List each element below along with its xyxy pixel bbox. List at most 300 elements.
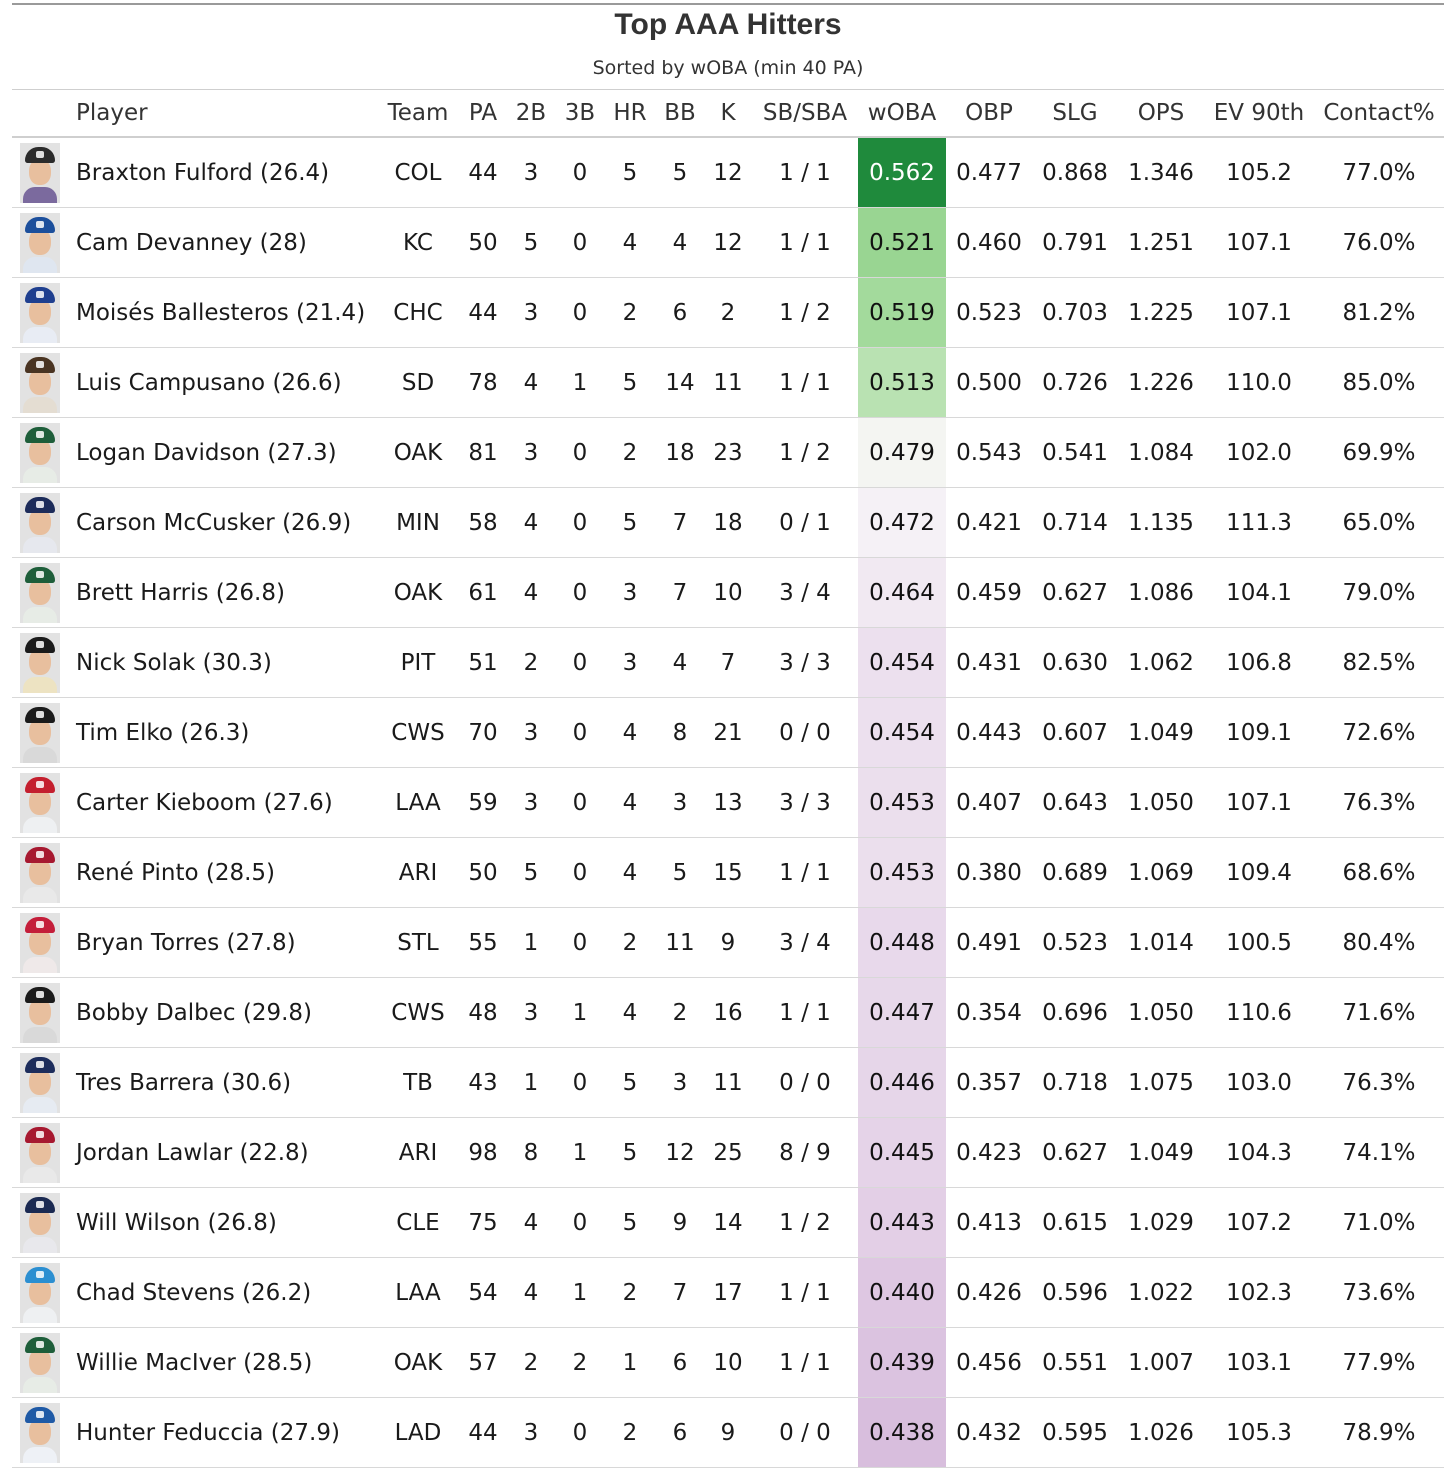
- slg-cell: 0.630: [1032, 628, 1118, 698]
- woba-cell: 0.472: [858, 488, 946, 558]
- hr-cell: 2: [604, 908, 656, 978]
- ops-cell: 1.075: [1118, 1048, 1204, 1118]
- ops-cell: 1.022: [1118, 1258, 1204, 1328]
- bb-cell: 6: [656, 278, 704, 348]
- player-headshot-icon: [20, 1403, 60, 1463]
- obp-cell: 0.491: [946, 908, 1032, 978]
- triples-cell: 1: [556, 978, 604, 1048]
- pa-cell: 43: [460, 1048, 506, 1118]
- contact-cell: 73.6%: [1314, 1258, 1444, 1328]
- ops-cell: 1.135: [1118, 488, 1204, 558]
- sb-sba-cell: 3 / 4: [752, 558, 858, 628]
- slg-cell: 0.523: [1032, 908, 1118, 978]
- triples-cell: 0: [556, 1188, 604, 1258]
- headshot-cell: [12, 208, 72, 278]
- team-cell: TB: [376, 1048, 460, 1118]
- doubles-cell: 5: [506, 838, 556, 908]
- col-header-k[interactable]: K: [704, 90, 752, 138]
- ev90-cell: 103.1: [1204, 1328, 1314, 1398]
- obp-cell: 0.432: [946, 1398, 1032, 1468]
- bb-cell: 7: [656, 488, 704, 558]
- ev90-cell: 111.3: [1204, 488, 1314, 558]
- sb-sba-cell: 1 / 1: [752, 838, 858, 908]
- ev90-cell: 106.8: [1204, 628, 1314, 698]
- header-row: [12, 90, 1444, 138]
- table-row: [12, 1188, 1444, 1258]
- ops-cell: 1.086: [1118, 558, 1204, 628]
- woba-cell: 0.445: [858, 1118, 946, 1188]
- ops-cell: 1.050: [1118, 978, 1204, 1048]
- ops-cell: 1.062: [1118, 628, 1204, 698]
- player-name-cell: Moisés Ballesteros (21.4): [72, 278, 376, 348]
- k-cell: 7: [704, 628, 752, 698]
- player-name-cell: Carter Kieboom (27.6): [72, 768, 376, 838]
- bb-cell: 12: [656, 1118, 704, 1188]
- bb-cell: 5: [656, 137, 704, 208]
- contact-cell: 80.4%: [1314, 908, 1444, 978]
- player-headshot-icon: [20, 1263, 60, 1323]
- col-header-ev90[interactable]: EV 90th: [1204, 90, 1314, 138]
- slg-cell: 0.714: [1032, 488, 1118, 558]
- col-header-2b[interactable]: 2B: [506, 90, 556, 138]
- player-name-cell: Hunter Feduccia (27.9): [72, 1398, 376, 1468]
- ops-cell: 1.225: [1118, 278, 1204, 348]
- ops-cell: 1.084: [1118, 418, 1204, 488]
- doubles-cell: 4: [506, 488, 556, 558]
- pa-cell: 75: [460, 1188, 506, 1258]
- table-row: [12, 558, 1444, 628]
- contact-cell: 74.1%: [1314, 1118, 1444, 1188]
- slg-cell: 0.696: [1032, 978, 1118, 1048]
- woba-cell: 0.453: [858, 768, 946, 838]
- slg-cell: 0.595: [1032, 1398, 1118, 1468]
- triples-cell: 0: [556, 558, 604, 628]
- ev90-cell: 100.5: [1204, 908, 1314, 978]
- ops-cell: 1.069: [1118, 838, 1204, 908]
- player-headshot-icon: [20, 843, 60, 903]
- doubles-cell: 3: [506, 768, 556, 838]
- hr-cell: 2: [604, 278, 656, 348]
- doubles-cell: 4: [506, 1188, 556, 1258]
- hr-cell: 4: [604, 978, 656, 1048]
- ev90-cell: 104.3: [1204, 1118, 1314, 1188]
- player-name-cell: Chad Stevens (26.2): [72, 1258, 376, 1328]
- headshot-cell: [12, 1328, 72, 1398]
- sb-sba-cell: 1 / 1: [752, 137, 858, 208]
- contact-cell: 65.0%: [1314, 488, 1444, 558]
- slg-cell: 0.726: [1032, 348, 1118, 418]
- bb-cell: 6: [656, 1328, 704, 1398]
- k-cell: 15: [704, 838, 752, 908]
- bb-cell: 3: [656, 1048, 704, 1118]
- ops-cell: 1.014: [1118, 908, 1204, 978]
- k-cell: 23: [704, 418, 752, 488]
- headshot-cell: [12, 488, 72, 558]
- col-header-hr[interactable]: HR: [604, 90, 656, 138]
- sb-sba-cell: 3 / 4: [752, 908, 858, 978]
- bb-cell: 4: [656, 628, 704, 698]
- team-cell: OAK: [376, 1328, 460, 1398]
- ops-cell: 1.226: [1118, 348, 1204, 418]
- top-rule: [12, 3, 1444, 5]
- player-headshot-icon: [20, 633, 60, 693]
- team-cell: PIT: [376, 628, 460, 698]
- ops-cell: 1.026: [1118, 1398, 1204, 1468]
- player-name-cell: Tres Barrera (30.6): [72, 1048, 376, 1118]
- col-header-contact[interactable]: Contact%: [1314, 90, 1444, 138]
- ev90-cell: 107.1: [1204, 208, 1314, 278]
- ev90-cell: 109.4: [1204, 838, 1314, 908]
- ops-cell: 1.049: [1118, 1118, 1204, 1188]
- team-cell: CHC: [376, 278, 460, 348]
- obp-cell: 0.459: [946, 558, 1032, 628]
- player-headshot-icon: [20, 283, 60, 343]
- triples-cell: 0: [556, 137, 604, 208]
- player-headshot-icon: [20, 983, 60, 1043]
- headshot-cell: [12, 978, 72, 1048]
- player-headshot-icon: [20, 213, 60, 273]
- col-header-team[interactable]: Team: [376, 90, 460, 138]
- slg-cell: 0.551: [1032, 1328, 1118, 1398]
- slg-cell: 0.627: [1032, 1118, 1118, 1188]
- ev90-cell: 103.0: [1204, 1048, 1314, 1118]
- team-cell: STL: [376, 908, 460, 978]
- contact-cell: 85.0%: [1314, 348, 1444, 418]
- hr-cell: 5: [604, 488, 656, 558]
- triples-cell: 1: [556, 1258, 604, 1328]
- pa-cell: 98: [460, 1118, 506, 1188]
- bb-cell: 9: [656, 1188, 704, 1258]
- triples-cell: 0: [556, 838, 604, 908]
- team-cell: ARI: [376, 838, 460, 908]
- col-header-sb-sba[interactable]: SB/SBA: [752, 90, 858, 138]
- table-row: [12, 1328, 1444, 1398]
- contact-cell: 76.3%: [1314, 1048, 1444, 1118]
- table-row: [12, 1048, 1444, 1118]
- doubles-cell: 4: [506, 348, 556, 418]
- bb-cell: 6: [656, 1398, 704, 1468]
- contact-cell: 79.0%: [1314, 558, 1444, 628]
- bb-cell: 4: [656, 208, 704, 278]
- headshot-cell: [12, 908, 72, 978]
- pa-cell: 59: [460, 768, 506, 838]
- col-header-3b[interactable]: 3B: [556, 90, 604, 138]
- doubles-cell: 4: [506, 1258, 556, 1328]
- woba-cell: 0.479: [858, 418, 946, 488]
- doubles-cell: 3: [506, 698, 556, 768]
- woba-cell: 0.454: [858, 698, 946, 768]
- contact-cell: 77.0%: [1314, 137, 1444, 208]
- woba-cell: 0.438: [858, 1398, 946, 1468]
- ops-cell: 1.007: [1118, 1328, 1204, 1398]
- sb-sba-cell: 3 / 3: [752, 628, 858, 698]
- table-row: [12, 137, 1444, 208]
- triples-cell: 0: [556, 1398, 604, 1468]
- col-header-woba[interactable]: wOBA: [858, 90, 946, 138]
- hr-cell: 4: [604, 698, 656, 768]
- triples-cell: 0: [556, 698, 604, 768]
- ev90-cell: 107.2: [1204, 1188, 1314, 1258]
- player-headshot-icon: [20, 353, 60, 413]
- table-row: [12, 768, 1444, 838]
- team-cell: LAA: [376, 1258, 460, 1328]
- hr-cell: 4: [604, 838, 656, 908]
- player-headshot-icon: [20, 563, 60, 623]
- headshot-cell: [12, 558, 72, 628]
- hitters-table: [12, 89, 1444, 1468]
- contact-cell: 68.6%: [1314, 838, 1444, 908]
- headshot-cell: [12, 418, 72, 488]
- ev90-cell: 105.2: [1204, 137, 1314, 208]
- contact-cell: 71.6%: [1314, 978, 1444, 1048]
- headshot-cell: [12, 628, 72, 698]
- woba-cell: 0.464: [858, 558, 946, 628]
- sb-sba-cell: 3 / 3: [752, 768, 858, 838]
- sb-sba-cell: 1 / 1: [752, 1328, 858, 1398]
- team-cell: ARI: [376, 1118, 460, 1188]
- triples-cell: 0: [556, 1048, 604, 1118]
- table-row: [12, 908, 1444, 978]
- table-row: [12, 348, 1444, 418]
- ev90-cell: 104.1: [1204, 558, 1314, 628]
- ev90-cell: 109.1: [1204, 698, 1314, 768]
- player-headshot-icon: [20, 1193, 60, 1253]
- woba-cell: 0.453: [858, 838, 946, 908]
- obp-cell: 0.443: [946, 698, 1032, 768]
- pa-cell: 57: [460, 1328, 506, 1398]
- headshot-cell: [12, 348, 72, 418]
- slg-cell: 0.689: [1032, 838, 1118, 908]
- headshot-cell: [12, 1398, 72, 1468]
- player-name-cell: Bryan Torres (27.8): [72, 908, 376, 978]
- team-cell: LAA: [376, 768, 460, 838]
- doubles-cell: 3: [506, 1398, 556, 1468]
- k-cell: 11: [704, 1048, 752, 1118]
- doubles-cell: 2: [506, 628, 556, 698]
- contact-cell: 77.9%: [1314, 1328, 1444, 1398]
- sb-sba-cell: 1 / 2: [752, 278, 858, 348]
- player-headshot-icon: [20, 1123, 60, 1183]
- woba-cell: 0.521: [858, 208, 946, 278]
- table-row: [12, 1258, 1444, 1328]
- doubles-cell: 3: [506, 137, 556, 208]
- player-name-cell: Jordan Lawlar (22.8): [72, 1118, 376, 1188]
- woba-cell: 0.443: [858, 1188, 946, 1258]
- bb-cell: 7: [656, 558, 704, 628]
- obp-cell: 0.380: [946, 838, 1032, 908]
- obp-cell: 0.543: [946, 418, 1032, 488]
- woba-cell: 0.439: [858, 1328, 946, 1398]
- ev90-cell: 110.0: [1204, 348, 1314, 418]
- team-cell: KC: [376, 208, 460, 278]
- hr-cell: 4: [604, 208, 656, 278]
- obp-cell: 0.357: [946, 1048, 1032, 1118]
- triples-cell: 0: [556, 418, 604, 488]
- ops-cell: 1.029: [1118, 1188, 1204, 1258]
- bb-cell: 18: [656, 418, 704, 488]
- player-headshot-icon: [20, 703, 60, 763]
- pa-cell: 55: [460, 908, 506, 978]
- pa-cell: 58: [460, 488, 506, 558]
- ops-cell: 1.251: [1118, 208, 1204, 278]
- triples-cell: 1: [556, 1118, 604, 1188]
- triples-cell: 0: [556, 488, 604, 558]
- headshot-cell: [12, 698, 72, 768]
- hr-cell: 3: [604, 628, 656, 698]
- headshot-cell: [12, 1188, 72, 1258]
- table-row: [12, 278, 1444, 348]
- triples-cell: 0: [556, 768, 604, 838]
- table-body: [12, 137, 1444, 1468]
- slg-cell: 0.718: [1032, 1048, 1118, 1118]
- team-cell: CWS: [376, 978, 460, 1048]
- player-name-cell: Luis Campusano (26.6): [72, 348, 376, 418]
- obp-cell: 0.500: [946, 348, 1032, 418]
- contact-cell: 71.0%: [1314, 1188, 1444, 1258]
- k-cell: 2: [704, 278, 752, 348]
- player-headshot-icon: [20, 143, 60, 203]
- hr-cell: 3: [604, 558, 656, 628]
- hr-cell: 5: [604, 137, 656, 208]
- k-cell: 18: [704, 488, 752, 558]
- pa-cell: 44: [460, 137, 506, 208]
- woba-cell: 0.440: [858, 1258, 946, 1328]
- table-row: [12, 1398, 1444, 1468]
- hr-cell: 2: [604, 1398, 656, 1468]
- triples-cell: 1: [556, 348, 604, 418]
- doubles-cell: 5: [506, 208, 556, 278]
- ops-cell: 1.049: [1118, 698, 1204, 768]
- obp-cell: 0.426: [946, 1258, 1032, 1328]
- headshot-cell: [12, 1118, 72, 1188]
- table-subtitle: Sorted by wOBA (min 40 PA): [592, 57, 864, 79]
- woba-cell: 0.519: [858, 278, 946, 348]
- obp-cell: 0.413: [946, 1188, 1032, 1258]
- table-row: [12, 628, 1444, 698]
- headshot-cell: [12, 768, 72, 838]
- doubles-cell: 1: [506, 908, 556, 978]
- col-header-pa[interactable]: PA: [460, 90, 506, 138]
- player-headshot-icon: [20, 913, 60, 973]
- table-row: [12, 418, 1444, 488]
- woba-cell: 0.562: [858, 137, 946, 208]
- contact-cell: 72.6%: [1314, 698, 1444, 768]
- slg-cell: 0.541: [1032, 418, 1118, 488]
- obp-cell: 0.421: [946, 488, 1032, 558]
- col-header-obp[interactable]: OBP: [946, 90, 1032, 138]
- k-cell: 9: [704, 908, 752, 978]
- player-headshot-icon: [20, 773, 60, 833]
- k-cell: 12: [704, 208, 752, 278]
- player-name-cell: Braxton Fulford (26.4): [72, 137, 376, 208]
- obp-cell: 0.423: [946, 1118, 1032, 1188]
- pa-cell: 44: [460, 1398, 506, 1468]
- pa-cell: 78: [460, 348, 506, 418]
- pa-cell: 50: [460, 208, 506, 278]
- sb-sba-cell: 0 / 0: [752, 1048, 858, 1118]
- hr-cell: 1: [604, 1328, 656, 1398]
- player-name-cell: Cam Devanney (28): [72, 208, 376, 278]
- table-row: [12, 488, 1444, 558]
- contact-cell: 69.9%: [1314, 418, 1444, 488]
- slg-cell: 0.596: [1032, 1258, 1118, 1328]
- contact-cell: 76.0%: [1314, 208, 1444, 278]
- hr-cell: 2: [604, 418, 656, 488]
- ev90-cell: 102.0: [1204, 418, 1314, 488]
- player-name-cell: Bobby Dalbec (29.8): [72, 978, 376, 1048]
- headshot-cell: [12, 278, 72, 348]
- col-header-ops[interactable]: OPS: [1118, 90, 1204, 138]
- sb-sba-cell: 1 / 1: [752, 1258, 858, 1328]
- k-cell: 10: [704, 558, 752, 628]
- doubles-cell: 2: [506, 1328, 556, 1398]
- ops-cell: 1.346: [1118, 137, 1204, 208]
- team-cell: MIN: [376, 488, 460, 558]
- doubles-cell: 1: [506, 1048, 556, 1118]
- sb-sba-cell: 1 / 2: [752, 1188, 858, 1258]
- team-cell: COL: [376, 137, 460, 208]
- pa-cell: 51: [460, 628, 506, 698]
- bb-cell: 2: [656, 978, 704, 1048]
- table-title: Top AAA Hitters: [614, 8, 842, 41]
- triples-cell: 0: [556, 908, 604, 978]
- sb-sba-cell: 0 / 1: [752, 488, 858, 558]
- player-name-cell: Will Wilson (26.8): [72, 1188, 376, 1258]
- team-cell: OAK: [376, 418, 460, 488]
- obp-cell: 0.354: [946, 978, 1032, 1048]
- team-cell: OAK: [376, 558, 460, 628]
- triples-cell: 0: [556, 208, 604, 278]
- col-header-bb[interactable]: BB: [656, 90, 704, 138]
- contact-cell: 81.2%: [1314, 278, 1444, 348]
- col-header-player[interactable]: Player: [72, 90, 376, 138]
- ev90-cell: 107.1: [1204, 278, 1314, 348]
- team-cell: SD: [376, 348, 460, 418]
- hr-cell: 4: [604, 768, 656, 838]
- contact-cell: 82.5%: [1314, 628, 1444, 698]
- ev90-cell: 102.3: [1204, 1258, 1314, 1328]
- headshot-cell: [12, 1048, 72, 1118]
- obp-cell: 0.477: [946, 137, 1032, 208]
- woba-cell: 0.454: [858, 628, 946, 698]
- k-cell: 25: [704, 1118, 752, 1188]
- bb-cell: 3: [656, 768, 704, 838]
- team-cell: CWS: [376, 698, 460, 768]
- sb-sba-cell: 1 / 2: [752, 418, 858, 488]
- slg-cell: 0.615: [1032, 1188, 1118, 1258]
- player-headshot-icon: [20, 423, 60, 483]
- obp-cell: 0.523: [946, 278, 1032, 348]
- slg-cell: 0.627: [1032, 558, 1118, 628]
- obp-cell: 0.431: [946, 628, 1032, 698]
- pa-cell: 44: [460, 278, 506, 348]
- k-cell: 11: [704, 348, 752, 418]
- contact-cell: 78.9%: [1314, 1398, 1444, 1468]
- player-headshot-icon: [20, 1053, 60, 1113]
- pa-cell: 48: [460, 978, 506, 1048]
- bb-cell: 7: [656, 1258, 704, 1328]
- woba-cell: 0.447: [858, 978, 946, 1048]
- headshot-cell: [12, 1258, 72, 1328]
- player-name-cell: Logan Davidson (27.3): [72, 418, 376, 488]
- col-header-slg[interactable]: SLG: [1032, 90, 1118, 138]
- contact-cell: 76.3%: [1314, 768, 1444, 838]
- sb-sba-cell: 0 / 0: [752, 1398, 858, 1468]
- headshot-cell: [12, 838, 72, 908]
- k-cell: 9: [704, 1398, 752, 1468]
- hr-cell: 5: [604, 1118, 656, 1188]
- hr-cell: 5: [604, 1048, 656, 1118]
